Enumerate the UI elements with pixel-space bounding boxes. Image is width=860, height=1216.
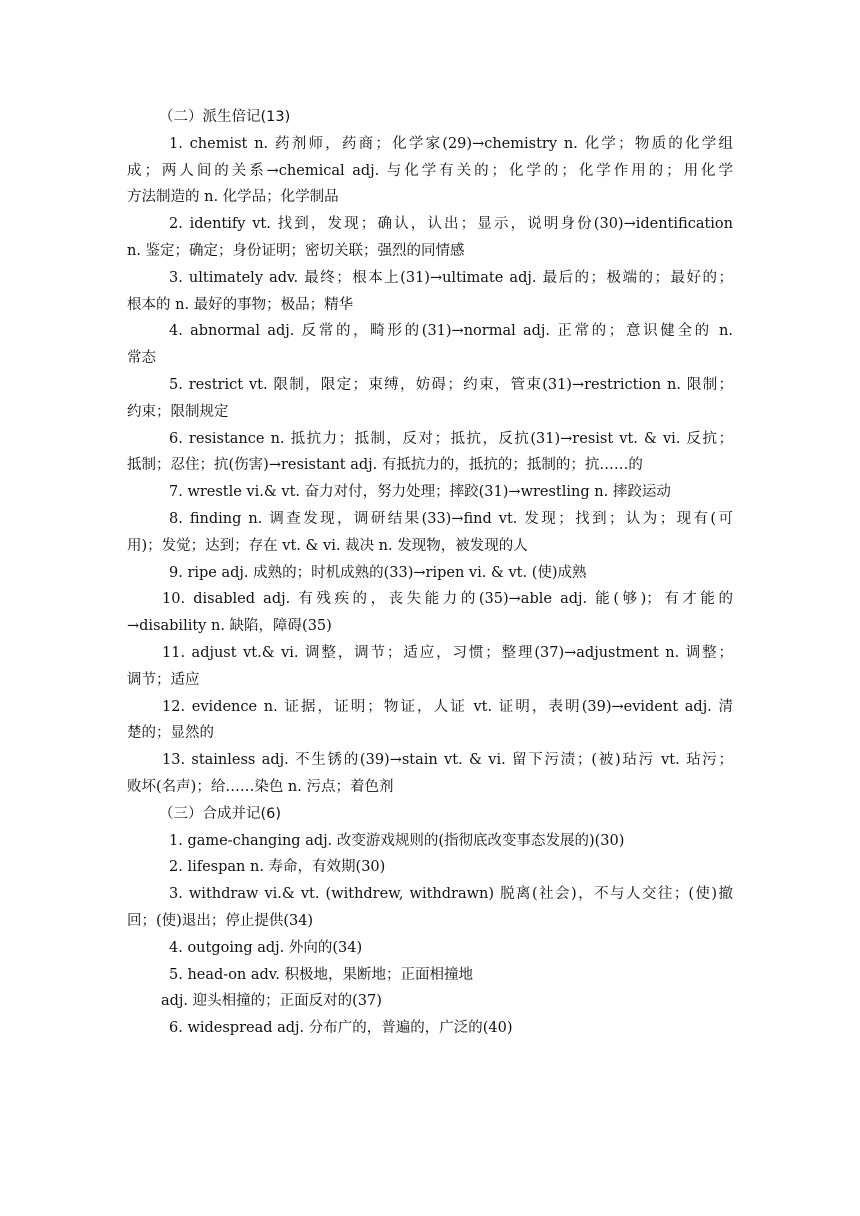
entry-line: 3. withdraw vi.& vt. (withdrew, withdrawn) 脱离(社会)，不与人交往；(使)撤 <box>169 886 733 903</box>
section-heading: （三）合成并记(6) <box>159 805 282 822</box>
entry-line: 4. abnormal adj. 反常的，畸形的(31)→normal adj. 正常的；意识健全的 n. <box>169 323 733 340</box>
entry-continuation: n. 鉴定；确定；身份证明；密切关联；强烈的同情感 <box>127 242 465 259</box>
entry-line: 5. restrict vt. 限制，限定；束缚，妨碍；约束，管束(31)→restriction n. 限制； <box>169 376 733 393</box>
entry-continuation: 调节；适应 <box>127 671 200 688</box>
entry-line: 2. lifespan n. 寿命，有效期(30) <box>169 859 386 876</box>
section-heading: （二）派生倍记(13) <box>159 109 291 125</box>
entry-line: 6. resistance n. 抵抗力；抵制，反对；抵抗，反抗(31)→resist vt. & vi. 反抗； <box>169 430 733 447</box>
entry-continuation: 楚的；显然的 <box>127 725 214 742</box>
entry-line: 13. stainless adj. 不生锈的(39)→stain vt. & vi. 留下污渍；(被)玷污 vt. 玷污； <box>162 752 733 769</box>
entry-continuation: 约束；限制规定 <box>127 403 229 420</box>
entry-line: 2. identify vt. 找到，发现；确认，认出；显示，说明身份(30)→identification <box>169 216 733 233</box>
entry-continuation: 用)；发觉；达到；存在 vt. & vi. 裁决 n. 发现物，被发现的人 <box>127 537 528 554</box>
entry-continuation: →disability n. 缺陷，障碍(35) <box>127 618 332 635</box>
entry-line: 1. chemist n. 药剂师，药商；化学家(29)→chemistry n. 化学；物质的化学组 <box>169 135 733 152</box>
entry-continuation: 根本的 n. 最好的事物；极品；精华 <box>127 296 354 313</box>
entry-line: 3. ultimately adv. 最终；根本上(31)→ultimate adj. 最后的；极端的；最好的； <box>169 269 733 286</box>
entry-line: 7. wrestle vi.& vt. 奋力对付，努力处理；摔跤(31)→wrestling n. 摔跤运动 <box>169 484 671 501</box>
entry-line: 9. ripe adj. 成熟的；时机成熟的(33)→ripen vi. & vt. (使)成熟 <box>169 564 587 581</box>
entry-line: 4. outgoing adj. 外向的(34) <box>169 939 363 956</box>
entry-continuation: 方法制造的 n. 化学品；化学制品 <box>127 189 339 206</box>
entry-line: 6. widespread adj. 分布广的，普遍的，广泛的(40) <box>169 1020 513 1037</box>
entry-line: 12. evidence n. 证据，证明；物证，人证 vt. 证明，表明(39)→evident adj. 清 <box>162 698 733 715</box>
vocabulary-list <box>127 104 733 1042</box>
entry-line: 10. disabled adj. 有残疾的，丧失能力的(35)→able adj. 能(够)；有才能的 <box>162 591 733 608</box>
entry-subline: adj. 迎头相撞的；正面反对的(37) <box>161 993 382 1010</box>
entry-continuation: 回；(使)退出；停止提供(34) <box>127 912 314 929</box>
entry-continuation: 抵制；忍住；抗(伤害)→resistant adj. 有抵抗力的，抵抗的；抵制的；抗……的 <box>127 457 643 474</box>
entry-continuation: 成；两人间的关系→chemical adj. 与化学有关的；化学的；化学作用的；用化学 <box>127 162 733 179</box>
entry-continuation: 败坏(名声)；给……染色 n. 污点；着色剂 <box>127 778 394 795</box>
entry-continuation: 常态 <box>127 350 156 367</box>
entry-line: 11. adjust vt.& vi. 调整，调节；适应，习惯；整理(37)→adjustment n. 调整； <box>162 644 733 661</box>
entry-line: 8. finding n. 调查发现，调研结果(33)→find vt. 发现；找到；认为；现有(可 <box>169 510 733 527</box>
entry-line: 5. head-on adv. 积极地，果断地；正面相撞地 <box>169 966 473 983</box>
entry-line: 1. game-changing adj. 改变游戏规则的(指彻底改变事态发展的)(30) <box>169 832 625 849</box>
